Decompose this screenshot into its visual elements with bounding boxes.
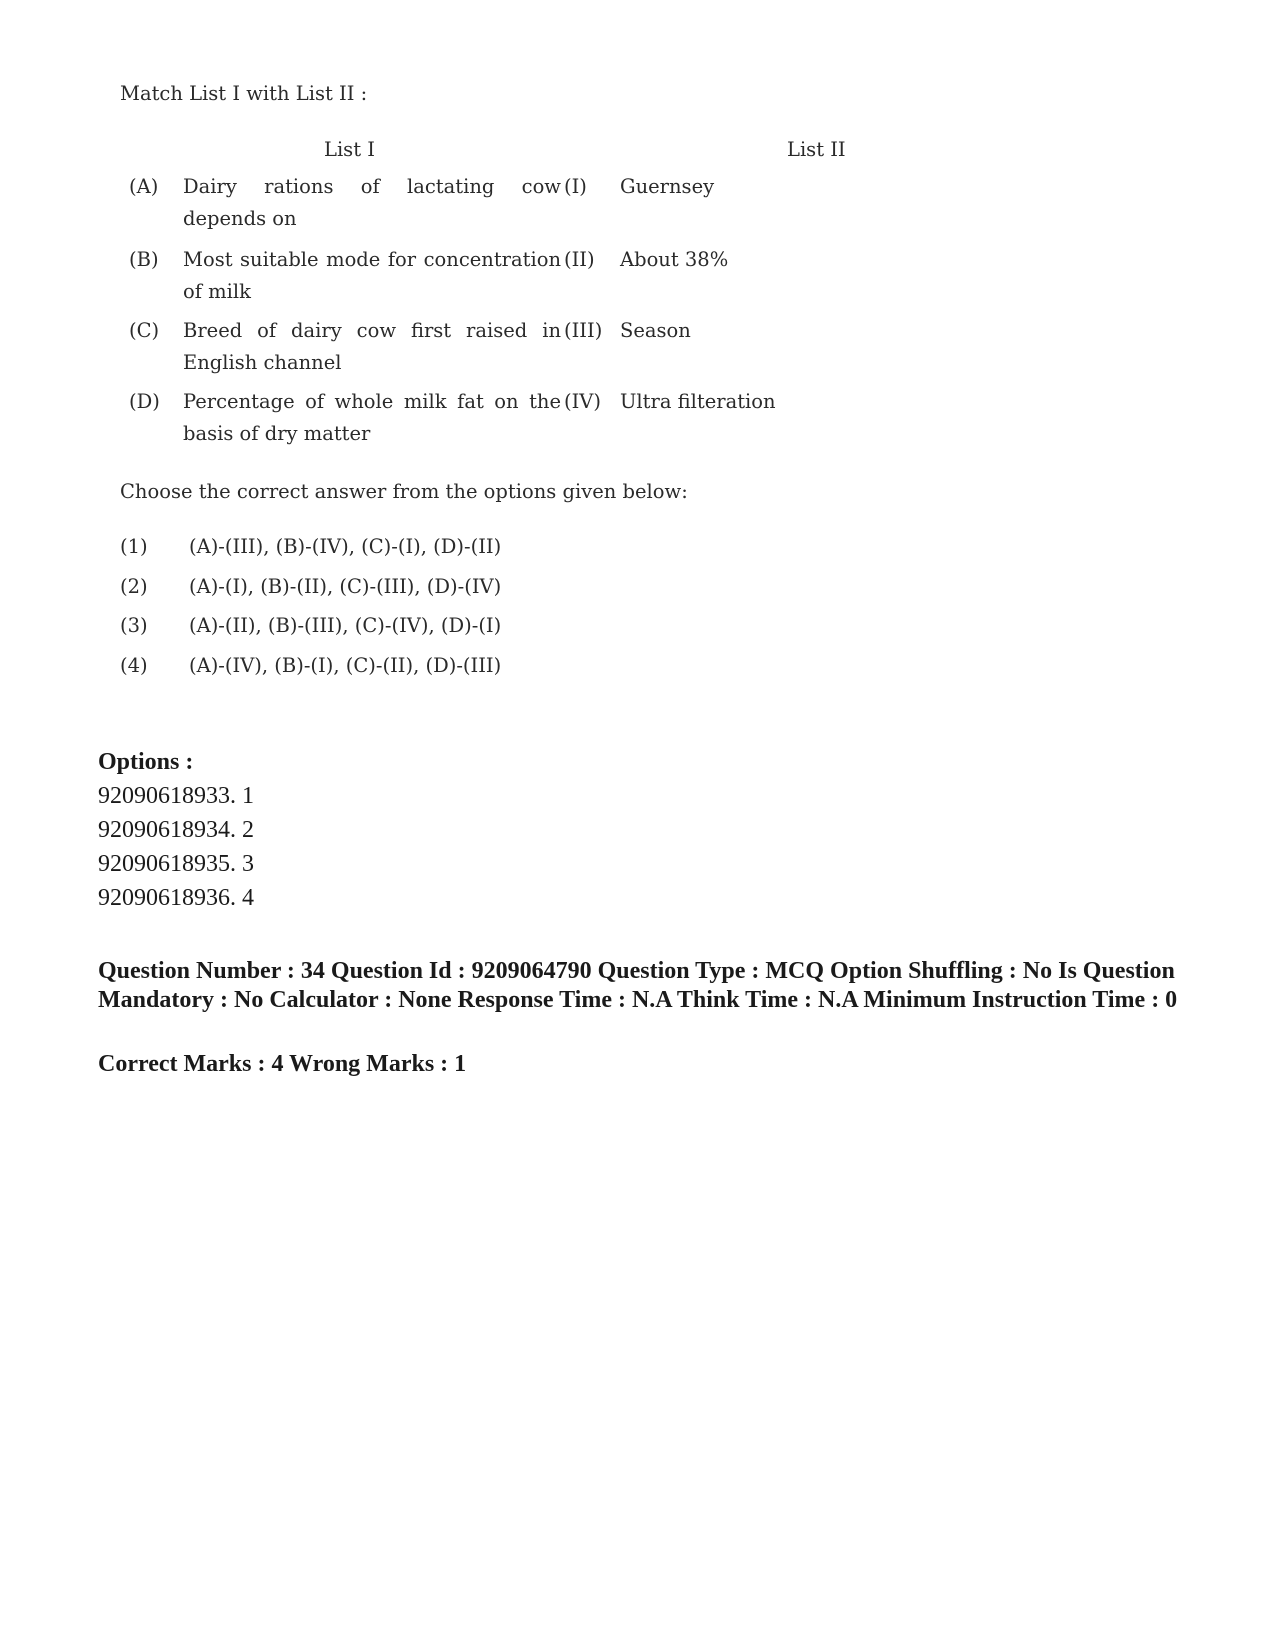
option-item: 92090618936. 4 [98,885,254,911]
row-label: (A) [129,175,159,198]
answer-text: (A)-(IV), (B)-(I), (C)-(II), (D)-(III) [189,654,502,677]
option-item: 92090618933. 1 [98,783,254,809]
row-label: (B) [129,248,159,271]
answer-text: (A)-(III), (B)-(IV), (C)-(I), (D)-(II) [189,535,502,558]
marks-info: Correct Marks : 4 Wrong Marks : 1 [98,1051,467,1077]
answer-number: (2) [120,575,148,598]
list-1-item: Breed of dairy cow first raised in English channel [183,319,561,374]
question-intro: Match List I with List II : [120,82,368,105]
list-1-item: Most suitable mode for concentration of milk [183,248,561,303]
row-label: (C) [129,319,160,342]
roman-label: (IV) [564,390,602,413]
row-label: (D) [129,390,160,413]
answer-number: (3) [120,614,148,637]
list-1-item: Dairy rations of lactating cow depends on [183,175,561,230]
options-title: Options : [98,749,194,775]
answer-text: (A)-(II), (B)-(III), (C)-(IV), (D)-(I) [189,614,502,637]
list-1-item: Percentage of whole milk fat on the basis of dry matter [183,390,561,445]
list-2-item: About 38% [620,248,729,271]
answer-number: (4) [120,654,148,677]
option-item: 92090618934. 2 [98,817,254,843]
list-2-item: Season [620,319,691,342]
options-list [98,745,254,915]
list-2-item: Guernsey [620,175,715,198]
list-2-header: List II [787,138,846,161]
answer-number: (1) [120,535,148,558]
roman-label: (I) [564,175,587,198]
answer-text: (A)-(I), (B)-(II), (C)-(III), (D)-(IV) [189,575,502,598]
roman-label: (III) [564,319,603,342]
roman-label: (II) [564,248,595,271]
option-item: 92090618935. 3 [98,851,254,877]
list-2-item: Ultra filteration [620,390,776,413]
choose-instruction: Choose the correct answer from the options given below: [120,480,688,503]
question-metadata: Question Number : 34 Question Id : 9209064790 Question Type : MCQ Option Shuffling : No Is Question Mandatory : No Calculator : None Response Time : N.A Think Time : N.A Minimum Instruction Time : 0 [98,958,1178,1013]
list-1-header: List I [324,138,375,161]
